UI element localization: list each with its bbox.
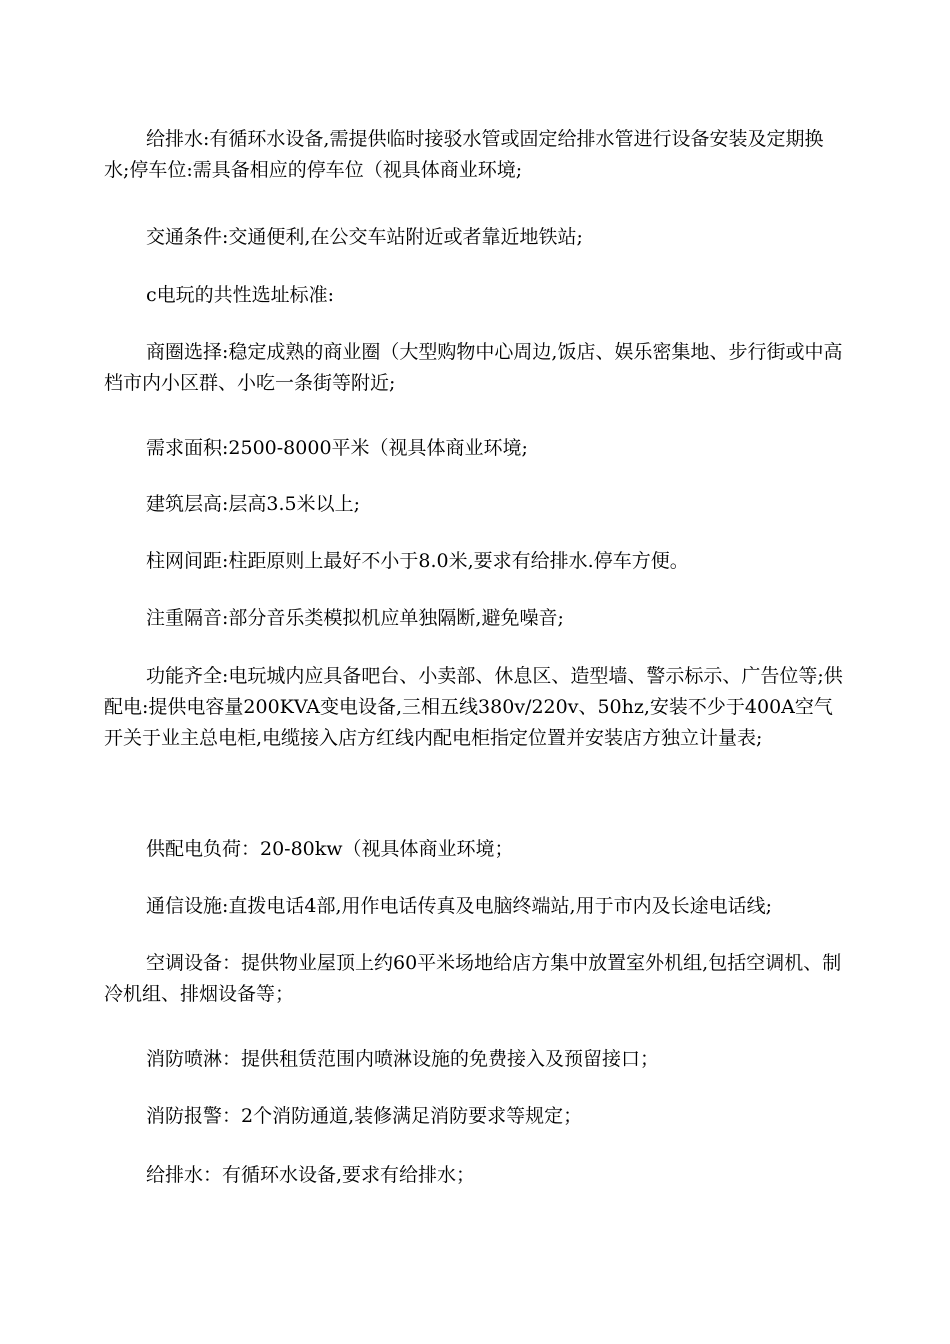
paragraph-air-conditioning: 空调设备：提供物业屋顶上约60平米场地给店方集中放置室外机组,包括空调机、制冷机组、排烟设备等； bbox=[104, 952, 842, 1005]
paragraph-power-load: 供配电负荷：20-80kw（视具体商业环境； bbox=[146, 838, 514, 860]
paragraph-floor-height: 建筑层高:层高3.5米以上; bbox=[146, 493, 361, 515]
paragraph-functions-power: 功能齐全:电玩城内应具备吧台、小卖部、休息区、造型墙、警示标示、广告位等;供配电:提供电容量200KVA变电设备,三相五线380v/220v、50hz,安装不少于400A空气开关于业主总电柜,电缆接入店方红线内配电柜指定位置并安装店方独立计量表; bbox=[104, 665, 843, 749]
paragraph-communication: 通信设施:直拨电话4部,用作电话传真及电脑终端站,用于市内及长途电话线; bbox=[146, 895, 772, 917]
paragraph-fire-sprinkler: 消防喷淋：提供租赁范围内喷淋设施的免费接入及预留接口； bbox=[146, 1048, 660, 1070]
paragraph-column-spacing: 柱网间距:柱距原则上最好不小于8.0米,要求有给排水.停车方便。 bbox=[146, 550, 689, 572]
paragraph-area: 需求面积:2500-8000平米（视具体商业环境; bbox=[146, 437, 528, 459]
paragraph-sound-insulation: 注重隔音:部分音乐类模拟机应单独隔断,避免噪音; bbox=[146, 607, 564, 629]
paragraph-site-standard-heading: c电玩的共性选址标准: bbox=[146, 284, 335, 306]
paragraph-water-supply: 给排水：有循环水设备,要求有给排水； bbox=[146, 1164, 476, 1186]
paragraph-fire-alarm: 消防报警：2个消防通道,装修满足消防要求等规定； bbox=[146, 1105, 583, 1127]
paragraph-business-district: 商圈选择:稳定成熟的商业圈（大型购物中心周边,饭店、娱乐密集地、步行街或中高档市内小区群、小吃一条街等附近; bbox=[104, 341, 843, 394]
paragraph-water-parking: 给排水:有循环水设备,需提供临时接驳水管或固定给排水管进行设备安装及定期换水;停车位:需具备相应的停车位（视具体商业环境; bbox=[104, 128, 824, 181]
paragraph-traffic: 交通条件:交通便利,在公交车站附近或者靠近地铁站; bbox=[146, 226, 583, 248]
